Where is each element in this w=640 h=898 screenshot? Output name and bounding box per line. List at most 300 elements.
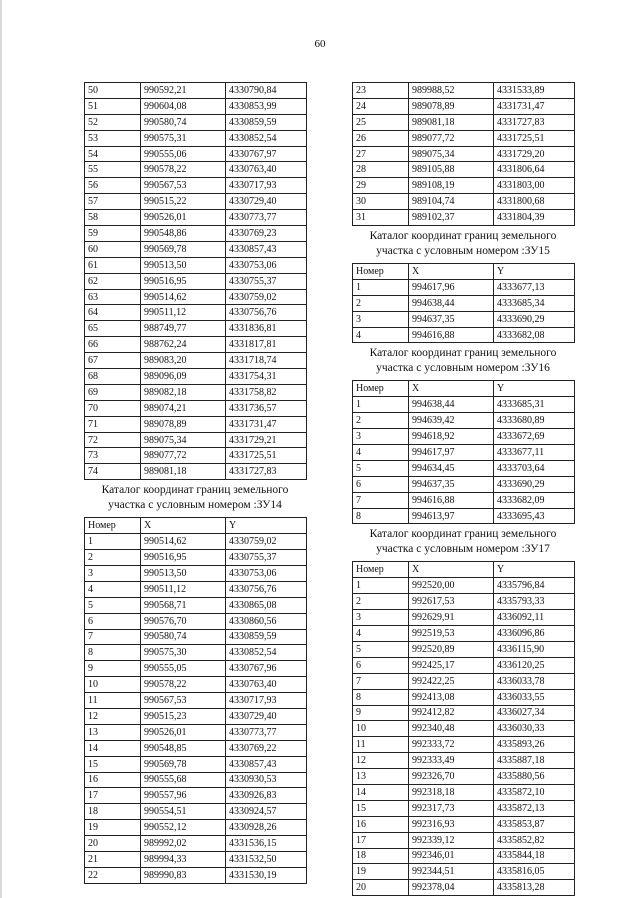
cell-y: 4331804,39 [494, 210, 575, 226]
table-row [353, 705, 575, 721]
cell-x: 990580,74 [141, 629, 226, 645]
table-row [353, 832, 575, 848]
cell-y: 4330763,40 [226, 162, 307, 178]
cell-number: 4 [85, 581, 141, 597]
cell-number: 17 [353, 832, 409, 848]
cell-number: 22 [85, 867, 141, 883]
table-row [85, 448, 307, 464]
table-row [85, 693, 307, 709]
table-row [85, 661, 307, 677]
cell-y: 4335880,56 [494, 769, 575, 785]
cell-y: 4336120,25 [494, 657, 575, 673]
table-row [353, 194, 575, 210]
cell-number: 70 [85, 400, 141, 416]
cell-number: 11 [85, 693, 141, 709]
cell-number: 20 [353, 880, 409, 896]
cell-x: 989108,19 [409, 178, 494, 194]
cell-x: 994618,92 [409, 429, 494, 445]
cell-x: 994637,35 [409, 476, 494, 492]
cell-x: 990575,31 [141, 130, 226, 146]
cell-y: 4331800,68 [494, 194, 575, 210]
cell-number: 53 [85, 130, 141, 146]
table-row [353, 626, 575, 642]
cell-number: 10 [85, 677, 141, 693]
cell-x: 988762,24 [141, 337, 226, 353]
cell-x: 990548,85 [141, 740, 226, 756]
cell-x: 994616,88 [409, 492, 494, 508]
table-row [353, 880, 575, 896]
cell-x: 989075,34 [141, 432, 226, 448]
table-row [85, 384, 307, 400]
cell-number: 7 [353, 492, 409, 508]
cell-x: 990516,95 [141, 550, 226, 566]
cell-y: 4335872,13 [494, 800, 575, 816]
cell-number: 3 [353, 610, 409, 626]
cell-number: 27 [353, 146, 409, 162]
cell-y: 4330773,77 [226, 724, 307, 740]
cell-x: 989078,89 [409, 98, 494, 114]
cell-x: 990568,71 [141, 597, 226, 613]
cell-x: 989081,18 [409, 114, 494, 130]
cell-y: 4336027,34 [494, 705, 575, 721]
table-row [353, 210, 575, 226]
cell-number: 1 [353, 397, 409, 413]
cell-number: 5 [85, 597, 141, 613]
cell-x: 990578,22 [141, 162, 226, 178]
table-row [353, 295, 575, 311]
cell-x: 989104,74 [409, 194, 494, 210]
cell-number: 1 [353, 578, 409, 594]
table-row [353, 476, 575, 492]
cell-x: 989105,88 [409, 162, 494, 178]
caption-zu15: Каталог координат границ земельного участка с условным номером :ЗУ15 [369, 230, 557, 258]
table-row [85, 289, 307, 305]
cell-y: 4335852,82 [494, 832, 575, 848]
table-row [85, 565, 307, 581]
cell-x: 990511,12 [141, 581, 226, 597]
cell-number: 1 [85, 534, 141, 550]
cell-x: 990578,22 [141, 677, 226, 693]
table-row [85, 867, 307, 883]
coord-table-zu16 [352, 380, 575, 524]
table-row [85, 98, 307, 114]
cell-x: 989075,34 [409, 146, 494, 162]
table-row [353, 610, 575, 626]
cell-number: 18 [353, 848, 409, 864]
cell-y: 4331532,50 [226, 851, 307, 867]
cell-y: 4333682,08 [494, 327, 575, 343]
cell-x: 994613,97 [409, 508, 494, 524]
cell-number: 10 [353, 721, 409, 737]
cell-y: 4331729,20 [494, 146, 575, 162]
table-row [353, 460, 575, 476]
cell-x: 992412,82 [409, 705, 494, 721]
cell-number: 6 [85, 613, 141, 629]
cell-x: 992316,93 [409, 816, 494, 832]
cell-number: 21 [85, 851, 141, 867]
cell-x: 992346,01 [409, 848, 494, 864]
cell-number: 9 [353, 705, 409, 721]
table-row [85, 613, 307, 629]
coord-table-zu15 [352, 263, 575, 343]
cell-x: 994634,45 [409, 460, 494, 476]
cell-y: 4330759,02 [226, 289, 307, 305]
cell-number: 8 [353, 508, 409, 524]
cell-x: 990592,21 [141, 83, 226, 99]
cell-number: 73 [85, 448, 141, 464]
cell-number: 3 [85, 565, 141, 581]
cell-number: 69 [85, 384, 141, 400]
cell-number: 7 [85, 629, 141, 645]
cell-number: 51 [85, 98, 141, 114]
cell-x: 992317,73 [409, 800, 494, 816]
table-row [85, 756, 307, 772]
table-row [85, 597, 307, 613]
cell-y: 4336033,78 [494, 673, 575, 689]
cell-y: 4330852,54 [226, 645, 307, 661]
cell-number: 9 [85, 661, 141, 677]
cell-y: 4330755,37 [226, 550, 307, 566]
cell-number: 3 [353, 429, 409, 445]
cell-x: 994617,96 [409, 279, 494, 295]
cell-number: 52 [85, 114, 141, 130]
cell-number: 62 [85, 273, 141, 289]
cell-number: 68 [85, 369, 141, 385]
cell-x: 994639,42 [409, 413, 494, 429]
cell-y: 4330926,83 [226, 788, 307, 804]
cell-number: 20 [85, 836, 141, 852]
cell-number: 60 [85, 241, 141, 257]
cell-y: 4330924,57 [226, 804, 307, 820]
table-row [353, 769, 575, 785]
cell-y: 4331729,21 [226, 432, 307, 448]
cell-x: 994638,44 [409, 295, 494, 311]
cell-x: 992344,51 [409, 864, 494, 880]
table-row [85, 788, 307, 804]
cell-number: 6 [353, 476, 409, 492]
cell-y: 4336030,33 [494, 721, 575, 737]
cell-number: 74 [85, 464, 141, 480]
cell-x: 990515,22 [141, 194, 226, 210]
header-x: X [409, 381, 494, 397]
cell-number: 5 [353, 460, 409, 476]
right-column [352, 82, 574, 896]
table-row [85, 677, 307, 693]
table-row [85, 804, 307, 820]
cell-number: 15 [85, 756, 141, 772]
cell-x: 992339,12 [409, 832, 494, 848]
cell-number: 59 [85, 226, 141, 242]
table-row [353, 578, 575, 594]
cell-y: 4333682,09 [494, 492, 575, 508]
table-row [85, 416, 307, 432]
cell-x: 992520,89 [409, 641, 494, 657]
table-row [85, 353, 307, 369]
cell-number: 29 [353, 178, 409, 194]
cell-y: 4335893,26 [494, 737, 575, 753]
cell-number: 4 [353, 445, 409, 461]
table-row [353, 162, 575, 178]
cell-y: 4330857,43 [226, 756, 307, 772]
cell-x: 990569,78 [141, 241, 226, 257]
cell-y: 4335887,18 [494, 753, 575, 769]
cell-y: 4330756,76 [226, 305, 307, 321]
cell-y: 4335813,28 [494, 880, 575, 896]
cell-number: 66 [85, 337, 141, 353]
cell-y: 4335816,05 [494, 864, 575, 880]
cell-y: 4330753,06 [226, 565, 307, 581]
cell-x: 990555,06 [141, 146, 226, 162]
cell-number: 16 [353, 816, 409, 832]
table-row [353, 657, 575, 673]
coord-table-zu17 [352, 561, 575, 896]
cell-number: 61 [85, 257, 141, 273]
caption-zu16: Каталог координат границ земельного участка с условным номером :ЗУ16 [369, 347, 557, 375]
cell-number: 16 [85, 772, 141, 788]
cell-number: 67 [85, 353, 141, 369]
cell-x: 990557,96 [141, 788, 226, 804]
table-row [85, 820, 307, 836]
cell-number: 8 [85, 645, 141, 661]
coord-table-zu14 [84, 517, 307, 883]
table-row [353, 848, 575, 864]
header-y: Y [494, 562, 575, 578]
header-y: Y [226, 518, 307, 534]
table-row [85, 645, 307, 661]
cell-y: 4331731,47 [226, 416, 307, 432]
table-row [353, 784, 575, 800]
table-row [353, 673, 575, 689]
cell-x: 990567,53 [141, 693, 226, 709]
table-row [353, 689, 575, 705]
cell-y: 4330755,37 [226, 273, 307, 289]
cell-number: 8 [353, 689, 409, 705]
cell-x: 990511,12 [141, 305, 226, 321]
table-row [85, 130, 307, 146]
cell-number: 26 [353, 130, 409, 146]
header-number: Номер [353, 264, 409, 280]
cell-x: 994638,44 [409, 397, 494, 413]
cell-y: 4331725,51 [226, 448, 307, 464]
cell-number: 3 [353, 311, 409, 327]
cell-y: 4331736,57 [226, 400, 307, 416]
table-row [353, 816, 575, 832]
cell-x: 992340,48 [409, 721, 494, 737]
cell-number: 24 [353, 98, 409, 114]
cell-y: 4333690,29 [494, 476, 575, 492]
cell-y: 4330928,26 [226, 820, 307, 836]
cell-y: 4335793,33 [494, 594, 575, 610]
table-row [85, 369, 307, 385]
cell-y: 4330773,77 [226, 210, 307, 226]
cell-number: 56 [85, 178, 141, 194]
cell-number: 13 [353, 769, 409, 785]
cell-y: 4335853,87 [494, 816, 575, 832]
table-row [353, 146, 575, 162]
table-row [353, 397, 575, 413]
cell-x: 994637,35 [409, 311, 494, 327]
cell-x: 990516,95 [141, 273, 226, 289]
cell-x: 989074,21 [141, 400, 226, 416]
cell-number: 55 [85, 162, 141, 178]
cell-y: 4330860,56 [226, 613, 307, 629]
cell-y: 4330767,96 [226, 661, 307, 677]
cell-y: 4331817,81 [226, 337, 307, 353]
table-row [85, 550, 307, 566]
cell-x: 990514,62 [141, 289, 226, 305]
cell-y: 4331758,82 [226, 384, 307, 400]
table-row [85, 724, 307, 740]
table-row [353, 753, 575, 769]
cell-number: 71 [85, 416, 141, 432]
cell-x: 990576,70 [141, 613, 226, 629]
table-row [85, 772, 307, 788]
cell-x: 990555,68 [141, 772, 226, 788]
cell-y: 4331806,64 [494, 162, 575, 178]
cell-number: 2 [353, 295, 409, 311]
table-row [85, 534, 307, 550]
table-row [85, 178, 307, 194]
cell-x: 988749,77 [141, 321, 226, 337]
cell-y: 4330859,59 [226, 114, 307, 130]
table-row [85, 241, 307, 257]
table-header-row [85, 518, 307, 534]
cell-y: 4330717,93 [226, 693, 307, 709]
table-row [353, 311, 575, 327]
header-number: Номер [353, 562, 409, 578]
table-row [353, 721, 575, 737]
cell-x: 990575,30 [141, 645, 226, 661]
cell-y: 4331718,74 [226, 353, 307, 369]
cell-x: 992318,18 [409, 784, 494, 800]
cell-y: 4331754,31 [226, 369, 307, 385]
cell-x: 992378,04 [409, 880, 494, 896]
table-row [353, 83, 575, 99]
cell-number: 57 [85, 194, 141, 210]
cell-number: 19 [353, 864, 409, 880]
table-row [353, 98, 575, 114]
cell-x: 990569,78 [141, 756, 226, 772]
cell-number: 6 [353, 657, 409, 673]
table-row [85, 708, 307, 724]
cell-y: 4330753,06 [226, 257, 307, 273]
cell-y: 4335872,10 [494, 784, 575, 800]
cell-x: 992326,70 [409, 769, 494, 785]
table-row [85, 83, 307, 99]
cell-x: 989096,09 [141, 369, 226, 385]
cell-y: 4330767,97 [226, 146, 307, 162]
cell-number: 5 [353, 641, 409, 657]
cell-number: 23 [353, 83, 409, 99]
coord-table-continued-right [352, 82, 575, 226]
cell-y: 4331536,15 [226, 836, 307, 852]
cell-y: 4330717,93 [226, 178, 307, 194]
table-row [353, 641, 575, 657]
cell-x: 992422,25 [409, 673, 494, 689]
cell-y: 4330857,43 [226, 241, 307, 257]
cell-y: 4331727,83 [494, 114, 575, 130]
cell-y: 4331727,83 [226, 464, 307, 480]
cell-x: 992519,53 [409, 626, 494, 642]
cell-y: 4330852,54 [226, 130, 307, 146]
cell-number: 2 [85, 550, 141, 566]
cell-x: 992333,49 [409, 753, 494, 769]
table-row [85, 257, 307, 273]
cell-x: 990548,86 [141, 226, 226, 242]
cell-x: 994617,97 [409, 445, 494, 461]
cell-number: 63 [85, 289, 141, 305]
table-row [353, 594, 575, 610]
cell-number: 65 [85, 321, 141, 337]
cell-y: 4331530,19 [226, 867, 307, 883]
cell-x: 990552,12 [141, 820, 226, 836]
table-row [353, 800, 575, 816]
cell-number: 28 [353, 162, 409, 178]
cell-y: 4331731,47 [494, 98, 575, 114]
header-number: Номер [353, 381, 409, 397]
cell-y: 4336096,86 [494, 626, 575, 642]
cell-number: 2 [353, 594, 409, 610]
table-row [353, 178, 575, 194]
page-number: 60 [314, 38, 326, 50]
cell-y: 4335844,18 [494, 848, 575, 864]
cell-x: 989081,18 [141, 464, 226, 480]
cell-x: 994616,88 [409, 327, 494, 343]
cell-x: 990513,50 [141, 257, 226, 273]
cell-x: 989077,72 [409, 130, 494, 146]
cell-x: 989077,72 [141, 448, 226, 464]
cell-x: 989082,18 [141, 384, 226, 400]
table-row [353, 279, 575, 295]
cell-number: 1 [353, 279, 409, 295]
cell-x: 990514,62 [141, 534, 226, 550]
cell-y: 4331725,51 [494, 130, 575, 146]
cell-x: 990567,53 [141, 178, 226, 194]
table-row [353, 413, 575, 429]
table-row [85, 581, 307, 597]
cell-number: 30 [353, 194, 409, 210]
cell-y: 4331803,00 [494, 178, 575, 194]
cell-y: 4330729,40 [226, 708, 307, 724]
cell-y: 4330859,59 [226, 629, 307, 645]
table-row [85, 162, 307, 178]
cell-number: 13 [85, 724, 141, 740]
cell-y: 4333685,34 [494, 295, 575, 311]
table-row [85, 305, 307, 321]
cell-number: 58 [85, 210, 141, 226]
cell-y: 4330930,53 [226, 772, 307, 788]
table-row [85, 146, 307, 162]
header-x: X [409, 562, 494, 578]
cell-y: 4330756,76 [226, 581, 307, 597]
table-row [85, 114, 307, 130]
cell-y: 4330759,02 [226, 534, 307, 550]
cell-number: 11 [353, 737, 409, 753]
table-row [353, 327, 575, 343]
cell-y: 4333703,64 [494, 460, 575, 476]
table-row [85, 836, 307, 852]
cell-y: 4331533,89 [494, 83, 575, 99]
cell-y: 4330763,40 [226, 677, 307, 693]
cell-x: 989990,83 [141, 867, 226, 883]
cell-x: 990515,23 [141, 708, 226, 724]
table-row [353, 445, 575, 461]
table-row [353, 429, 575, 445]
cell-y: 4330729,40 [226, 194, 307, 210]
cell-number: 15 [353, 800, 409, 816]
table-row [85, 464, 307, 480]
cell-y: 4336092,11 [494, 610, 575, 626]
